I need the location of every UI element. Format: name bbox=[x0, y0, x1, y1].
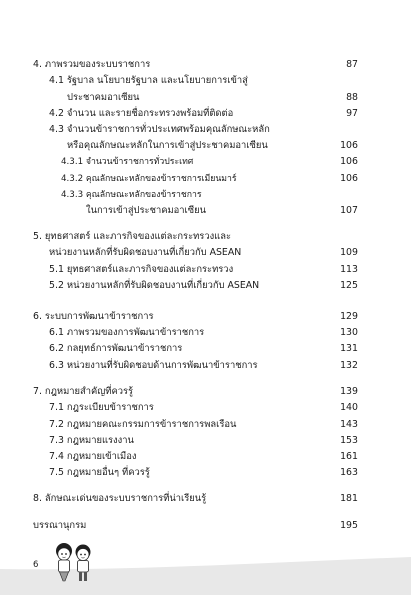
page-number: 6 bbox=[33, 560, 39, 570]
toc-entry-text: 5. ยุทธศาสตร์ และภารกิจของแต่ละกระทรวงและ bbox=[33, 231, 231, 242]
toc-entry-text: 6.2 กลยุทธ์การพัฒนาข้าราชการ bbox=[49, 343, 183, 354]
toc-entry-text: 6.1 ภาพรวมของการพัฒนาข้าราชการ bbox=[49, 327, 205, 338]
toc-entry-page: 106 bbox=[340, 173, 358, 184]
toc-entry-7-4 bbox=[0, 449, 411, 465]
toc-entry-page: 97 bbox=[346, 108, 358, 119]
toc-entry-5-2 bbox=[0, 278, 411, 294]
toc-entry-page: 153 bbox=[340, 435, 358, 446]
toc-entry-text: 4.3.1 จำนวนข้าราชการทั่วประเทศ bbox=[61, 157, 194, 167]
toc-entry-4-3-3 bbox=[0, 187, 411, 203]
toc-entry-7-5 bbox=[0, 465, 411, 481]
toc-entry-page: 130 bbox=[340, 327, 358, 338]
toc-entry-page: 132 bbox=[340, 360, 358, 371]
toc-entry-4-3-3-cont bbox=[0, 203, 411, 219]
toc-entry-text: ประชาคมอาเซียน bbox=[67, 92, 140, 103]
toc-entry-page: 106 bbox=[340, 140, 358, 151]
toc-entry-5-cont bbox=[0, 245, 411, 261]
toc-entry-text: 7.3 กฎหมายแรงงาน bbox=[49, 435, 134, 446]
toc-entry-page: 140 bbox=[340, 402, 358, 413]
toc-entry-text: ในการเข้าสู่ประชาคมอาเซียน bbox=[86, 205, 207, 216]
toc-entry-7-3 bbox=[0, 433, 411, 449]
toc-entry-bibliography bbox=[0, 518, 411, 534]
toc-entry-7 bbox=[0, 384, 411, 400]
toc-entry-text: 7. กฎหมายสำคัญที่ควรรู้ bbox=[33, 386, 134, 397]
toc-entry-page: 139 bbox=[340, 386, 358, 397]
toc-entry-6-2 bbox=[0, 341, 411, 357]
toc-entry-7-2 bbox=[0, 417, 411, 433]
toc-entry-page: 107 bbox=[340, 205, 358, 216]
toc-entry-text: บรรณานุกรม bbox=[33, 520, 87, 531]
toc-entry-4-1 bbox=[0, 73, 411, 89]
toc-entry-page: 106 bbox=[340, 156, 358, 167]
toc-entry-6-3 bbox=[0, 358, 411, 374]
toc-entry-text: หน่วยงานหลักที่รับผิดชอบงานที่เกี่ยวกับ ASEAN bbox=[49, 247, 242, 258]
toc-entry-4-2 bbox=[0, 106, 411, 122]
toc-entry-text: 4.3 จำนวนข้าราชการทั่วประเทศพร้อมคุณลักษณะหลัก bbox=[49, 124, 270, 135]
toc-entry-text: 4.2 จำนวน และรายชื่อกระทรวงพร้อมที่ติดต่อ bbox=[49, 108, 234, 119]
two-cartoon-figures-icon bbox=[52, 540, 96, 588]
toc-entry-text: 7.4 กฎหมายเข้าเมือง bbox=[49, 451, 137, 462]
toc-entry-6-1 bbox=[0, 325, 411, 341]
toc-entry-text: 4. ภาพรวมของระบบราชการ bbox=[33, 59, 151, 70]
toc-entry-page: 131 bbox=[340, 343, 358, 354]
toc-entry-4 bbox=[0, 57, 411, 73]
toc-entry-page: 181 bbox=[340, 493, 358, 504]
toc-entry-text: 5.1 ยุทธศาสตร์และภารกิจของแต่ละกระทรวง bbox=[49, 264, 234, 275]
toc-entry-text: 8. ลักษณะเด่นของระบบราชการที่น่าเรียนรู้ bbox=[33, 493, 207, 504]
toc-entry-text: 6.3 หน่วยงานที่รับผิดชอบด้านการพัฒนาข้าราชการ bbox=[49, 360, 258, 371]
toc-entry-7-1 bbox=[0, 400, 411, 416]
toc-entry-text: 4.1 รัฐบาล นโยบายรัฐบาล และนโยบายการเข้าสู่ bbox=[49, 75, 248, 86]
toc-entry-text: 7.5 กฎหมายอื่นๆ ที่ควรรู้ bbox=[49, 467, 150, 478]
toc-entry-6 bbox=[0, 309, 411, 325]
toc-entry-4-3-cont bbox=[0, 138, 411, 154]
toc-entry-page: 88 bbox=[346, 92, 358, 103]
toc-entry-text: 5.2 หน่วยงานหลักที่รับผิดชอบงานที่เกี่ยวกับ ASEAN bbox=[49, 280, 260, 291]
toc-entry-4-3-1 bbox=[0, 154, 411, 170]
toc-entry-page: 163 bbox=[340, 467, 358, 478]
toc-entry-text: 7.1 กฎระเบียบข้าราชการ bbox=[49, 402, 154, 413]
toc-entry-4-3-2 bbox=[0, 171, 411, 187]
toc-entry-text: 4.3.2 คุณลักษณะหลักของข้าราชการเมียนมาร์ bbox=[61, 174, 237, 184]
toc-entry-5 bbox=[0, 229, 411, 245]
toc-entry-page: 109 bbox=[340, 247, 358, 258]
toc-entry-page: 195 bbox=[340, 520, 358, 531]
toc-entry-8 bbox=[0, 491, 411, 507]
toc-entry-page: 125 bbox=[340, 280, 358, 291]
toc-entry-page: 113 bbox=[340, 264, 358, 275]
toc-entry-page: 129 bbox=[340, 311, 358, 322]
toc-entry-text: หรือคุณลักษณะหลักในการเข้าสู่ประชาคมอาเซียน bbox=[67, 140, 268, 151]
toc-entry-page: 161 bbox=[340, 451, 358, 462]
toc-entry-text: 7.2 กฎหมายคณะกรรมการข้าราชการพลเรือน bbox=[49, 419, 237, 430]
toc-entry-text: 6. ระบบการพัฒนาข้าราชการ bbox=[33, 311, 154, 322]
toc-entry-5-1 bbox=[0, 262, 411, 278]
toc-entry-page: 143 bbox=[340, 419, 358, 430]
toc-entry-page: 87 bbox=[346, 59, 358, 70]
toc-entry-text: 4.3.3 คุณลักษณะหลักของข้าราชการ bbox=[61, 190, 202, 200]
toc-entry-4-1-cont bbox=[0, 90, 411, 106]
toc-entry-4-3 bbox=[0, 122, 411, 138]
